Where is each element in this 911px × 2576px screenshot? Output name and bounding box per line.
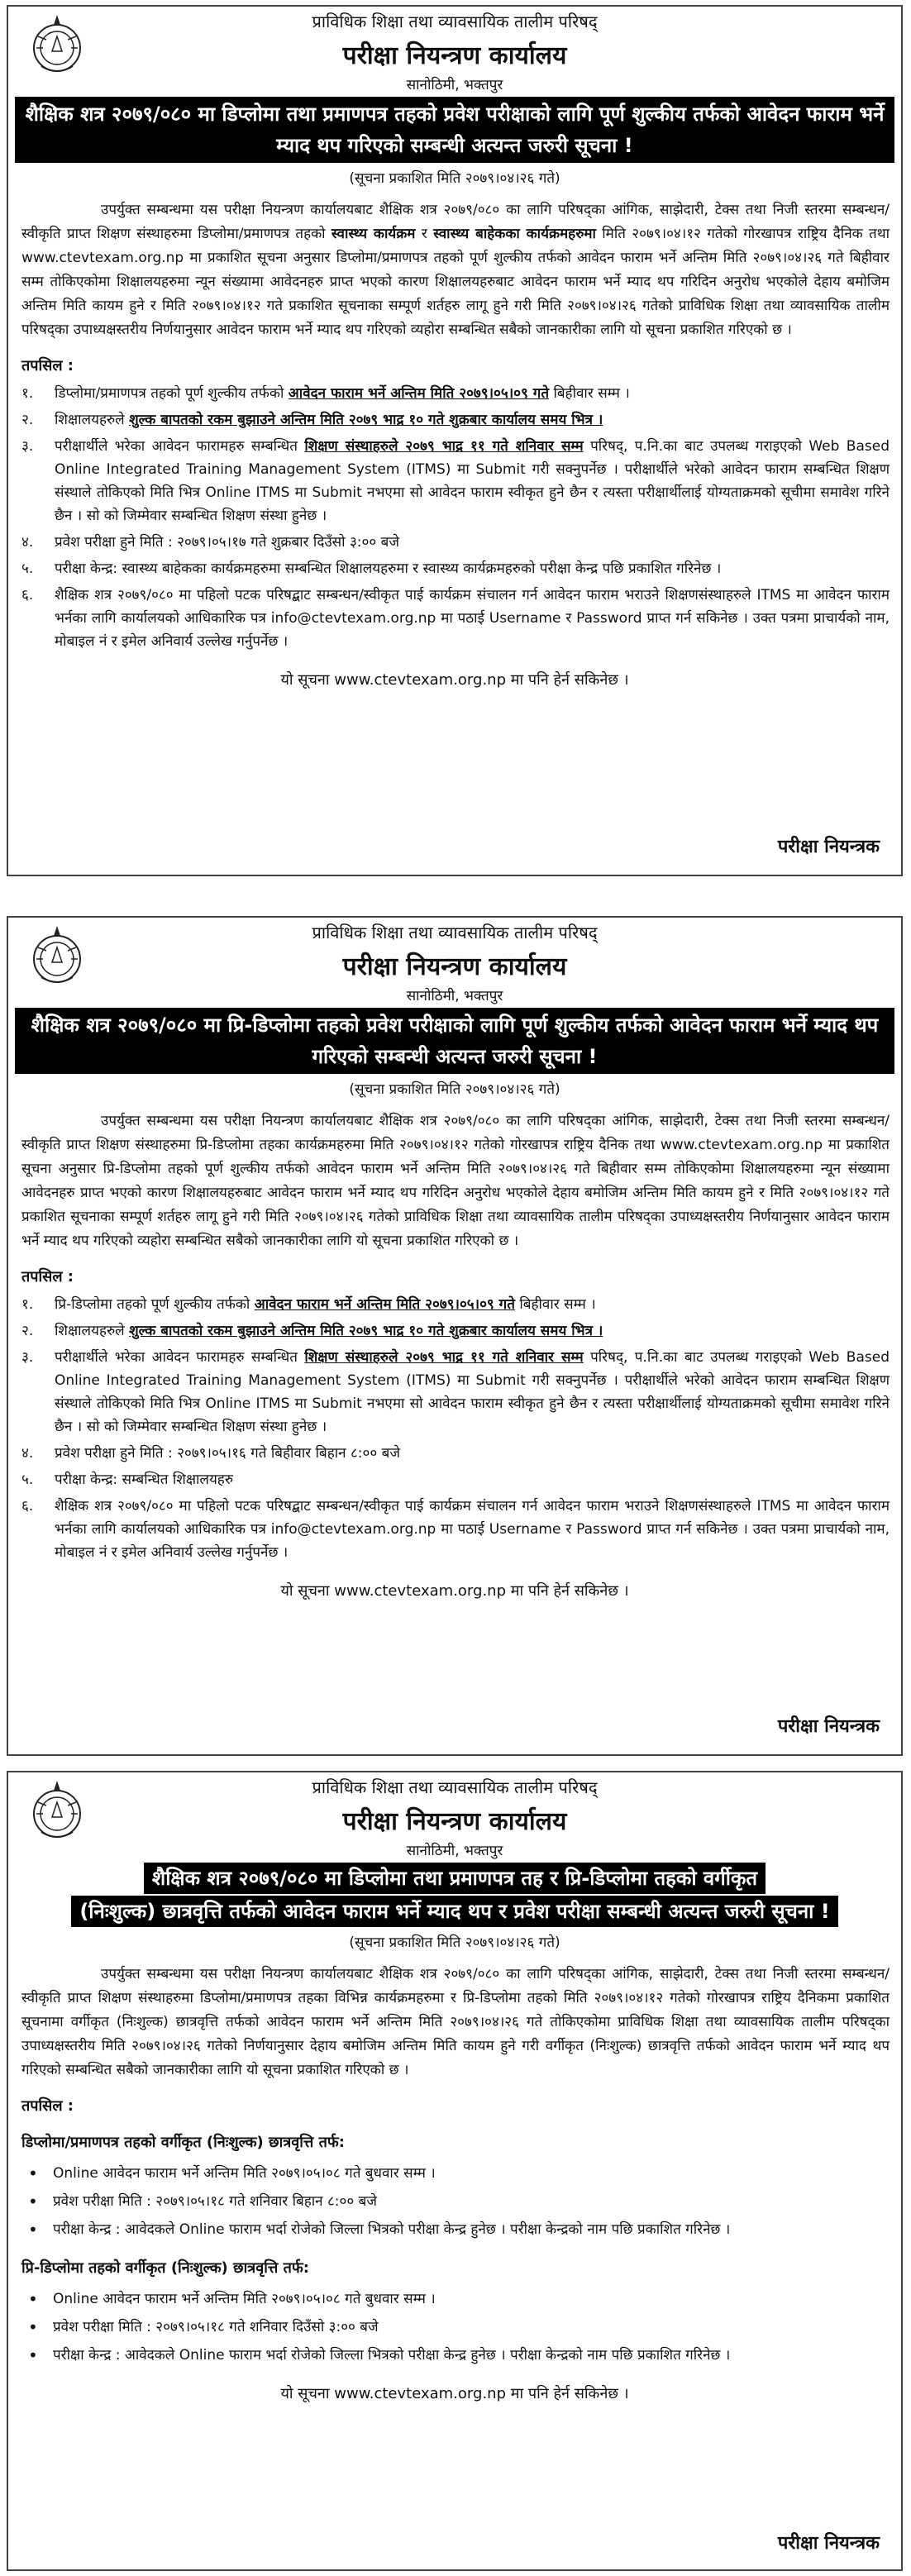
list-item: ६. शैक्षिक शत्र २०७९/०८० मा पहिलो पटक परिषद्बाट सम्बन्धन/स्वीकृत पाई कार्यक्रम संचालन गर्न आवेदन फाराम भराउने शिक्षणसंस्थाहरुले ITMS मा आवेदन फाराम भर्नका लागि कार्यालयको आधिकारिक पत्र info@ctevtexam.org.np मा पठाई Username र Password प्राप्त गर्न सकिनेछ । उक्त पत्रमा प्राचार्यको नाम, मोबाइल नं र इमेल अनिवार्य उल्लेख गर्नुपर्नेछ । bbox=[21, 1498, 890, 1561]
council-name: प्राविधिक शिक्षा तथा व्यावसायिक तालीम परिषद् bbox=[312, 1777, 598, 1797]
notice-headline-line2: (निःशुल्क) छात्रवृत्ति तर्फको आवेदन फाराम भर्ने म्याद थप र प्रवेश परीक्षा सम्बन्धी अत्यन्त जरुरी सूचना ! bbox=[71, 1896, 837, 1927]
details-heading: तपसिल : bbox=[21, 357, 74, 374]
nepal-emblem-icon bbox=[26, 12, 88, 76]
council-name: प्राविधिक शिक्षा तथा व्यावसायिक तालीम परिषद् bbox=[312, 923, 598, 942]
list-item: ३. परीक्षार्थीले भरेका आवेदन फारामहरु सम्बन्धित शिक्षण संस्थाहरुले २०७९ भाद्र ११ गते शनिवार सम्म परिषद्, प.नि.का बाट उपलब्ध गराइएको Web Based Online Integrated Training Management System (ITMS) मा Submit गरी सक्नुपर्नेछ । परीक्षार्थीले भरेको आवेदन फाराम सम्बन्धित शिक्षण संस्थाले तोकिएको मिति भित्र Online ITMS मा Submit नभएमा सो आवेदन फाराम स्वीकृत हुने छैन र त्यस्ता परीक्षार्थीलाई योग्यताक्रमको सूचीमा समावेश गरिने छैन । सो को जिम्मेवार सम्बन्धित शिक्षण संस्था हुनेछ । bbox=[21, 438, 890, 524]
office-name: परीक्षा नियन्त्रण कार्यालय bbox=[342, 952, 567, 981]
list-item: • Online आवेदन फाराम भर्ने अन्तिम मिति २०७९।०५।०८ गते बुधवार सम्म । bbox=[28, 2289, 436, 2309]
publish-date: (सूचना प्रकाशित मिति २०७९।०४।२६ गते) bbox=[349, 1934, 560, 1951]
website-note: यो सूचना www.ctevtexam.org.np मा पनि हेर्न सकिनेछ । bbox=[280, 2385, 629, 2402]
details-heading: तपसिल : bbox=[21, 2097, 74, 2115]
list-item: • Online आवेदन फाराम भर्ने अन्तिम मिति २०७९।०५।०८ गते बुधवार सम्म । bbox=[28, 2163, 436, 2183]
list-item: १. प्रि-डिप्लोमा तहको पूर्ण शुल्कीय तर्फको आवेदन फाराम भर्ने अन्तिम मिति २०७९।०५।०९ गते बिहीवार सम्म । bbox=[21, 1296, 596, 1313]
list-item: ५. परीक्षा केन्द्र: स्वास्थ्य बाहेकका कार्यक्रमहरुमा सम्बन्धित शिक्षालयहरुमा र स्वास्थ्य कार्यक्रमहरुको परीक्षा केन्द्र पछि प्रकाशित गरिनेछ । bbox=[21, 561, 722, 577]
list-item: १. डिप्लोमा/प्रमाणपत्र तहको पूर्ण शुल्कीय तर्फको आवेदन फाराम भर्ने अन्तिम मिति २०७९।०५।०९ गते बिहीवार सम्म । bbox=[21, 385, 630, 402]
list-item: ४. प्रवेश परीक्षा हुने मिति : २०७९।०५।१७ गते शुक्रबार दिउँसो ३:०० बजे bbox=[21, 534, 399, 551]
council-name: प्राविधिक शिक्षा तथा व्यावसायिक तालीम परिषद् bbox=[312, 12, 598, 31]
list-item: ४. प्रवेश परीक्षा हुने मिति : २०७९।०५।१६ गते बिहीवार बिहान ८:०० बजे bbox=[21, 1445, 400, 1462]
nepal-emblem-icon bbox=[26, 923, 88, 987]
notice-headline: शैक्षिक शत्र २०७९/०८० मा प्रि-डिप्लोमा तहको प्रवेश परीक्षाको लागि पूर्ण शुल्कीय तर्फको आवेदन फाराम भर्ने म्याद थप गरिएको सम्बन्धी अत्यन्त जरुरी सूचना ! bbox=[15, 1008, 894, 1074]
website-note: यो सूचना www.ctevtexam.org.np मा पनि हेर्न सकिनेछ । bbox=[280, 1582, 629, 1600]
publish-date: (सूचना प्रकाशित मिति २०७९।०४।२६ गते) bbox=[349, 170, 560, 187]
notice-body: उपर्युक्त सम्बन्धमा यस परीक्षा नियन्त्रण कार्यालयबाट शैक्षिक शत्र २०७९/०८० का लागि परिषद्का आंगिक, साझेदारी, टेक्स तथा निजी स्तरमा सम्बन्धन/स्वीकृति प्राप्त शिक्षण संस्थाहरुमा प्रि-डिप्लोमा तहका कार्यक्रमहरुमा मिति २०७९।०४।१२ गतेको गोरखापत्र राष्ट्रिय दैनिक तथा www.ctevtexam.org.np मा प्रकाशित सूचना अनुसार प्रि-डिप्लोमा तहको पूर्ण शुल्कीय तर्फको आवेदन फाराम भर्ने अन्तिम मिति २०७९।०४।२६ गते बिहीवार सम्म तोकिएकोमा शिक्षालयहरुमा न्यून संख्यामा आवेदनहरु प्राप्त भएको कारण शिक्षालयहरुबाट आवेदन फाराम भर्ने म्याद थप गरिदिन अनुरोध भएकोले देहाय बमोजिम अन्तिम मिति कायम हुने र मिति २०७९।०४।१२ गते प्रकाशित सूचनाका सम्पूर्ण शर्तहरु लागू हुने गरी मिति २०७९।०४।२६ गतेको प्राविधिक शिक्षा तथा व्यावसायिक तालीम परिषद्का उपाध्यक्षस्तरीय निर्णयानुसार आवेदन फाराम भर्ने म्याद थप गरिएको व्यहोरा सम्बन्धित सबैको जानकारीका लागि यो सूचना प्रकाशित गरिएको छ । bbox=[21, 1113, 890, 1249]
list-item: • परीक्षा केन्द्र : आवेदकले Online फाराम भर्दा रोजेको जिल्ला भित्रको परीक्षा केन्द्र हुनेछ । परीक्षा केन्द्रको नाम पछि प्रकाशित गरिनेछ । bbox=[28, 2345, 731, 2365]
list-item: ६. शैक्षिक शत्र २०७९/०८० मा पहिलो पटक परिषद्बाट सम्बन्धन/स्वीकृत पाई कार्यक्रम संचालन गर्न आवेदन फाराम भराउने शिक्षणसंस्थाहरुले ITMS मा आवेदन फाराम भर्नका लागि कार्यालयको आधिकारिक पत्र info@ctevtexam.org.np मा पठाई Username र Password प्राप्त गर्न सकिनेछ । उक्त पत्रमा प्राचार्यको नाम, मोबाइल नं र इमेल अनिवार्य उल्लेख गर्नुपर्नेछ । bbox=[21, 587, 890, 650]
office-name: परीक्षा नियन्त्रण कार्यालय bbox=[342, 1807, 567, 1836]
office-location: सानोठिमी, भक्तपुर bbox=[406, 1843, 503, 1859]
website-note: यो सूचना www.ctevtexam.org.np मा पनि हेर्न सकिनेछ । bbox=[280, 671, 629, 689]
notice-body: उपर्युक्त सम्बन्धमा यस परीक्षा नियन्त्रण कार्यालयबाट शैक्षिक शत्र २०७९/०८० का लागि परिषद्का आंगिक, साझेदारी, टेक्स तथा निजी स्तरमा सम्बन्धन/स्वीकृति प्राप्त शिक्षण संस्थाहरुमा डिप्लोमा/प्रमाणपत्र तहको स्वास्थ्य कार्यक्रम र स्वास्थ्य बाहेकका कार्यक्रमहरुमा मिति २०७९।०४।१२ गतेको गोरखापत्र राष्ट्रिय दैनिक तथा www.ctevtexam.org.np मा प्रकाशित सूचना अनुसार डिप्लोमा/प्रमाणपत्र तहको पूर्ण शुल्कीय तर्फको आवेदन फाराम भर्ने अन्तिम मिति २०७९।०४।२६ गते बिहीवार सम्म तोकिएकोमा शिक्षालयहरुमा न्यून संख्यामा आवेदनहरु प्राप्त भएको कारण शिक्षालयहरुबाट आवेदन फाराम भर्ने म्याद थप गरिदिन अनुरोध भएकोले देहाय बमोजिम अन्तिम मिति कायम हुने र मिति २०७९।०४।१२ गते प्रकाशित सूचनाका सम्पूर्ण शर्तहरु लागू हुने गरी मिति २०७९।०४।२६ गतेको प्राविधिक शिक्षा तथा व्यावसायिक तालीम परिषद्का उपाध्यक्षस्तरीय निर्णयानुसार आवेदन फाराम भर्ने म्याद थप गरिएको व्यहोरा सम्बन्धित सबैको जानकारीका लागि यो सूचना प्रकाशित गरिएको छ । bbox=[21, 202, 890, 338]
office-location: सानोठिमी, भक्तपुर bbox=[406, 988, 503, 1004]
publish-date: (सूचना प्रकाशित मिति २०७९।०४।२६ गते) bbox=[349, 1081, 560, 1098]
notice-scholarship bbox=[7, 1771, 903, 2571]
notice-headline-line1: शैक्षिक शत्र २०७९/०८० मा डिप्लोमा तथा प्रमाणपत्र तह र प्रि-डिप्लोमा तहको वर्गीकृत bbox=[144, 1863, 766, 1894]
notice-diploma-full-fee bbox=[7, 5, 903, 876]
notice-headline: शैक्षिक शत्र २०७९/०८० मा डिप्लोमा तथा प्रमाणपत्र तहको प्रवेश परीक्षाको लागि पूर्ण शुल्कीय तर्फको आवेदन फाराम भर्ने म्याद थप गरिएको सम्बन्धी अत्यन्त जरुरी सूचना ! bbox=[15, 97, 894, 163]
details-heading: तपसिल : bbox=[21, 1268, 74, 1286]
signatory: परीक्षा नियन्त्रक bbox=[777, 1716, 880, 1737]
list-item: ५. परीक्षा केन्द्र: सम्बन्धित शिक्षालयहरु bbox=[21, 1472, 233, 1488]
notice-pre-diploma-full-fee bbox=[7, 916, 903, 1756]
list-item: २. शिक्षालयहरुले शुल्क बापतको रकम बुझाउने अन्तिम मिति २०७९ भाद्र १० गते शुक्रबार कार्यालय समय भित्र । bbox=[21, 412, 603, 428]
office-name: परीक्षा नियन्त्रण कार्यालय bbox=[342, 41, 567, 70]
list-item: • परीक्षा केन्द्र : आवेदकले Online फाराम भर्दा रोजेको जिल्ला भित्रको परीक्षा केन्द्र हुनेछ । परीक्षा केन्द्रको नाम पछि प्रकाशित गरिनेछ । bbox=[28, 2220, 731, 2240]
nepal-emblem-icon bbox=[26, 1777, 88, 1842]
list-item: • प्रवेश परीक्षा मिति : २०७९।०५।१८ गते शनिवार बिहान ८:०० बजे bbox=[28, 2192, 377, 2211]
list-item: ३. परीक्षार्थीले भरेका आवेदन फारामहरु सम्बन्धित शिक्षण संस्थाहरुले २०७९ भाद्र ११ गते शनिवार सम्म परिषद्, प.नि.का बाट उपलब्ध गराइएको Web Based Online Integrated Training Management System (ITMS) मा Submit गरी सक्नुपर्नेछ । परीक्षार्थीले भरेको आवेदन फाराम सम्बन्धित शिक्षण संस्थाले तोकिएको मिति भित्र Online ITMS मा Submit नभएमा सो आवेदन फाराम स्वीकृत हुने छैन र त्यस्ता परीक्षार्थीलाई योग्यताक्रमको सूचीमा समावेश गरिने छैन । सो को जिम्मेवार सम्बन्धित शिक्षण संस्था हुनेछ । bbox=[21, 1349, 890, 1435]
signatory: परीक्षा नियन्त्रक bbox=[777, 837, 880, 857]
notice-body: उपर्युक्त सम्बन्धमा यस परीक्षा नियन्त्रण कार्यालयबाट शैक्षिक शत्र २०७९/०८० का लागि परिषद्का आंगिक, साझेदारी, टेक्स तथा निजी स्तरमा सम्बन्धन/स्वीकृति प्राप्त शिक्षण संस्थाहरुमा डिप्लोमा/प्रमाणपत्र तहका विभिन्न कार्यक्रमहरुमा र प्रि-डिप्लोमा तहको मिति २०७९।०४।१२ गतेको गोरखापत्र राष्ट्रिय दैनिकमा प्रकाशित सूचनामा वर्गीकृत (निःशुल्क) छात्रवृत्ति तर्फको आवेदन फाराम भर्ने अन्तिम मिति २०७९।०४।२६ गते तोकिएकोमा प्राविधिक शिक्षा तथा व्यावसायिक तालीम परिषद्का उपाध्यक्षस्तरीय मिति २०७९।०४।२६ गतेको निर्णयानुसार देहाय बमोजिम अन्तिम मिति कायम हुने गरी वर्गीकृत (निःशुल्क) छात्रवृत्ति तर्फको आवेदन फाराम भर्ने म्याद थप गरिएको सम्बन्धित सबैको जानकारीका लागि यो सूचना प्रकाशित गरिएको छ । bbox=[21, 1966, 890, 2078]
list-item: • प्रवेश परीक्षा मिति : २०७९।०५।१८ गते शनिवार दिउँसो ३:०० बजे bbox=[28, 2317, 379, 2337]
list-item: २. शिक्षालयहरुले शुल्क बापतको रकम बुझाउने अन्तिम मिति २०७९ भाद्र १० गते शुक्रबार कार्यालय समय भित्र । bbox=[21, 1323, 603, 1339]
diploma-scholarship-heading: डिप्लोमा/प्रमाणपत्र तहको वर्गीकृत (निःशुल्क) छात्रवृत्ति तर्फ: bbox=[21, 2134, 345, 2151]
pre-diploma-scholarship-heading: प्रि-डिप्लोमा तहको वर्गीकृत (निःशुल्क) छात्रवृत्ति तर्फ: bbox=[21, 2259, 309, 2277]
signatory: परीक्षा नियन्त्रक bbox=[777, 2533, 880, 2554]
office-location: सानोठिमी, भक्तपुर bbox=[406, 77, 503, 93]
